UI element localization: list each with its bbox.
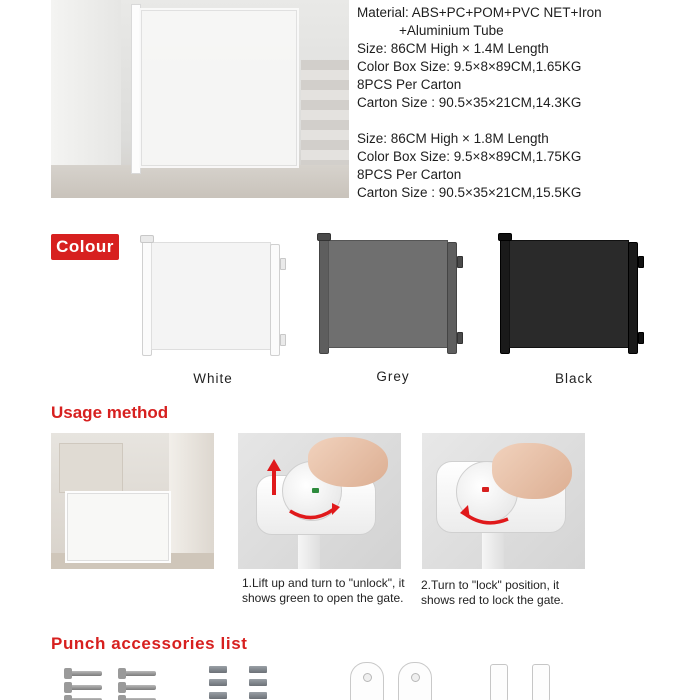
spec-material: Material: ABS+PC+POM+PVC NET+Iron bbox=[357, 5, 602, 20]
spec-carton-size-a: Carton Size : 90.5×35×21CM,14.3KG bbox=[357, 95, 582, 110]
usage-step-1-caption: 1.Lift up and turn to "unlock", it shows green to open the gate. bbox=[242, 576, 405, 605]
spec-size-b: Size: 86CM High × 1.8M Length bbox=[357, 131, 549, 146]
hero-gate-mesh bbox=[139, 8, 299, 168]
usage-photo-unlock bbox=[238, 433, 401, 569]
spec-per-carton-b: 8PCS Per Carton bbox=[357, 167, 462, 182]
mounting-brackets-image bbox=[350, 660, 450, 700]
colour-label-white: White bbox=[193, 371, 233, 386]
colour-label-grey: Grey bbox=[376, 369, 410, 384]
hero-floor bbox=[51, 165, 349, 198]
grey-gate-image bbox=[319, 236, 457, 354]
spec-per-carton-a: 8PCS Per Carton bbox=[357, 77, 462, 92]
usage-step-2-caption: 2.Turn to "lock" position, it shows red to lock the gate. bbox=[421, 578, 564, 607]
wall-anchors-image bbox=[205, 663, 295, 700]
hero-staircase bbox=[301, 60, 349, 170]
colour-option-grey[interactable] bbox=[313, 232, 463, 357]
colour-label-black: Black bbox=[554, 371, 593, 386]
colour-option-black[interactable] bbox=[494, 232, 644, 357]
spec-box-size-b: Color Box Size: 9.5×8×89CM,1.75KG bbox=[357, 149, 582, 164]
hero-product-photo bbox=[51, 0, 349, 198]
usage-photo-lock bbox=[422, 433, 585, 569]
spec-carton-size-b: Carton Size : 90.5×35×21CM,15.5KG bbox=[357, 185, 582, 200]
gate-hooks-image bbox=[488, 662, 558, 700]
white-gate-image bbox=[142, 238, 280, 356]
spec-material-continued: +Aluminium Tube bbox=[399, 23, 504, 38]
usage-photo-gate-in-room bbox=[51, 433, 214, 569]
specification-block bbox=[357, 4, 692, 202]
rotate-arrow-icon bbox=[422, 433, 585, 569]
colour-badge: Colour bbox=[51, 234, 119, 260]
spec-size-a: Size: 86CM High × 1.4M Length bbox=[357, 41, 549, 56]
punch-accessories-title: Punch accessories list bbox=[51, 634, 248, 653]
screws-image bbox=[60, 665, 180, 700]
spec-box-size-a: Color Box Size: 9.5×8×89CM,1.65KG bbox=[357, 59, 582, 74]
colour-option-white[interactable] bbox=[136, 234, 286, 359]
usage-method-title: Usage method bbox=[51, 403, 169, 422]
black-gate-image bbox=[500, 236, 638, 354]
rotate-arrows-icon bbox=[238, 433, 401, 569]
